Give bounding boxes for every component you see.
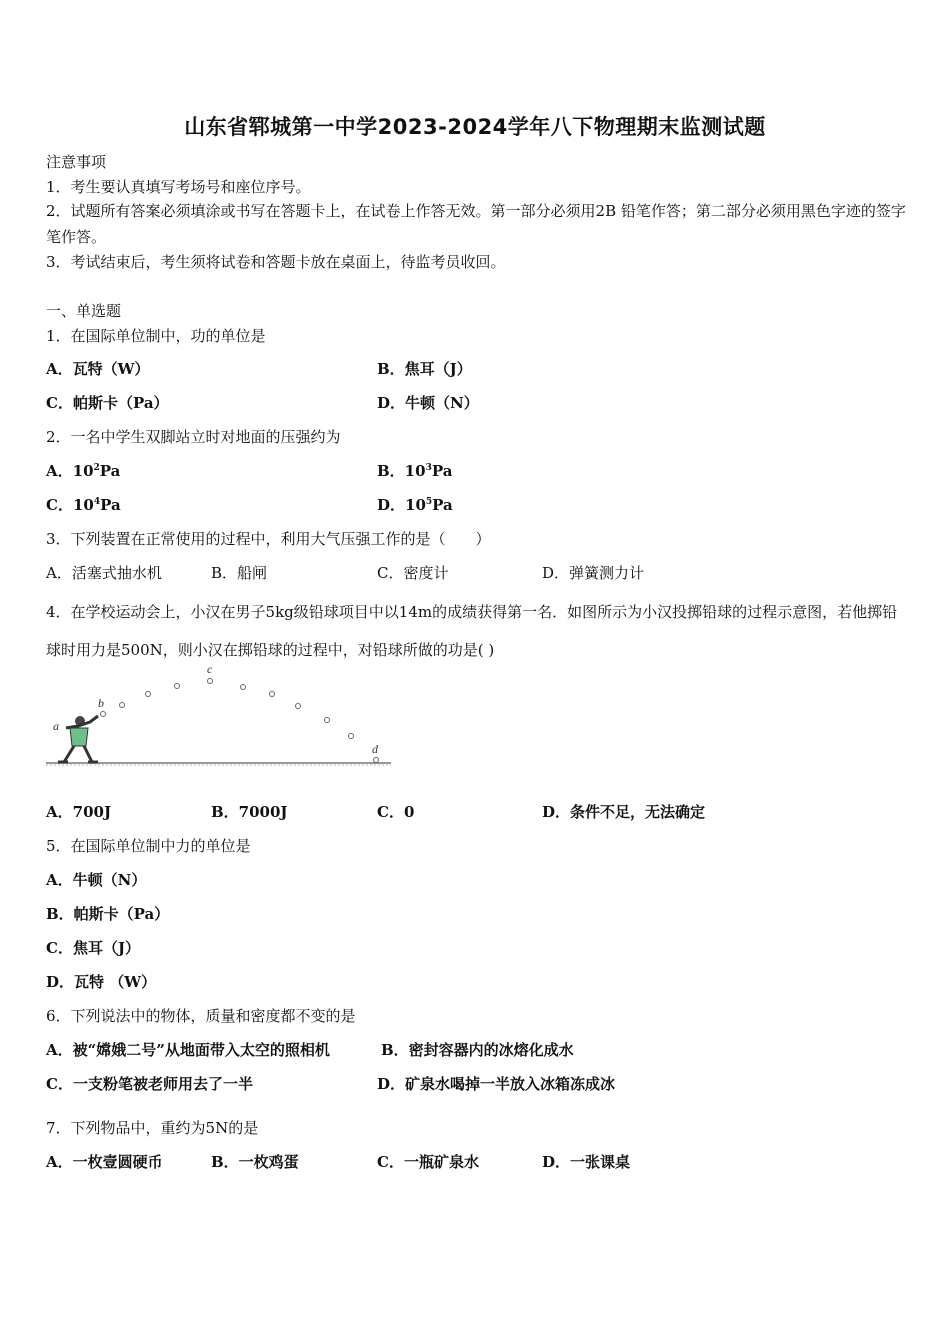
option: A．700J xyxy=(46,803,112,821)
option: D．一张课桌 xyxy=(542,1153,631,1171)
option: A．被“嫦娥二号”从地面带入太空的照相机 xyxy=(46,1041,330,1059)
shot-put-trajectory-figure xyxy=(46,662,396,772)
page-title: 山东省郓城第一中学2023-2024学年八下物理期末监测试题 xyxy=(184,115,766,139)
option: A．一枚壹圆硬币 xyxy=(46,1153,163,1171)
option: C．帕斯卡（Pa） xyxy=(46,394,169,412)
question-stem: 1．在国际单位制中，功的单位是 xyxy=(46,327,266,345)
option: B．密封容器内的冰熔化成水 xyxy=(381,1041,574,1059)
option: D．牛顿（N） xyxy=(377,394,479,412)
point-label-d: d xyxy=(372,742,378,756)
option: B．船闸 xyxy=(211,564,268,582)
option: D．$10^5Pa$ xyxy=(377,496,453,514)
section-heading: 一、单选题 xyxy=(46,302,122,320)
option: C．一瓶矿泉水 xyxy=(377,1153,479,1171)
notice-item: 1．考生要认真填写考场号和座位序号。 xyxy=(46,178,311,196)
option: D．条件不足，无法确定 xyxy=(542,803,706,821)
option: A．$10^2Pa$ xyxy=(46,462,121,480)
notice-item: 2．试题所有答案必须填涂或书写在答题卡上，在试卷上作答无效。第一部分必须用2B 铅笔作答；第二部分必须用黑色字迹的签字笔作答。 xyxy=(46,202,906,246)
question-stem: 3．下列装置在正常使用的过程中，利用大气压强工作的是（ ） xyxy=(46,530,491,548)
option: C．焦耳（J） xyxy=(46,939,141,957)
point-label-a: a xyxy=(53,719,59,733)
option: D．弹簧测力计 xyxy=(542,564,645,582)
option: B．帕斯卡（Pa） xyxy=(46,905,170,923)
option: A．瓦特（W） xyxy=(46,360,150,378)
question-stem: 5．在国际单位制中力的单位是 xyxy=(46,837,251,855)
option: B．一枚鸡蛋 xyxy=(211,1153,299,1171)
option: C．一支粉笔被老师用去了一半 xyxy=(46,1075,253,1093)
option: B．焦耳（J） xyxy=(377,360,472,378)
option: D．矿泉水喝掉一半放入冰箱冻成冰 xyxy=(377,1075,616,1093)
option: C．0 xyxy=(377,803,415,821)
option: A．牛顿（N） xyxy=(46,871,147,889)
option: C．$10^4Pa$ xyxy=(46,496,121,514)
athlete-figure xyxy=(58,716,98,762)
question-stem: 7．下列物品中，重约为5N的是 xyxy=(46,1119,259,1137)
point-label-b: b xyxy=(98,696,104,710)
notice-item: 3．考试结束后，考生须将试卷和答题卡放在桌面上，待监考员收回。 xyxy=(46,253,506,271)
point-label-c: c xyxy=(207,662,213,676)
option: A．活塞式抽水机 xyxy=(46,564,162,582)
notice-heading: 注意事项 xyxy=(46,153,107,171)
option: B．7000J xyxy=(211,803,288,821)
question-stem: 4．在学校运动会上，小汉在男子5kg级铅球项目中以14m的成绩获得第一名．如图所示为小汉投掷铅球的过程示意图，若他掷铅球时用力是500N，则小汉在掷铅球的过程中，对铅球所做的功是( ) xyxy=(46,603,898,659)
trajectory-balls xyxy=(101,679,379,763)
option: D．瓦特 （W） xyxy=(46,973,157,991)
option: B．$10^3Pa$ xyxy=(377,462,453,480)
question-stem: 6．下列说法中的物体，质量和密度都不变的是 xyxy=(46,1007,356,1025)
option: C．密度计 xyxy=(377,564,449,582)
question-stem: 2．一名中学生双脚站立时对地面的压强约为 xyxy=(46,428,341,446)
